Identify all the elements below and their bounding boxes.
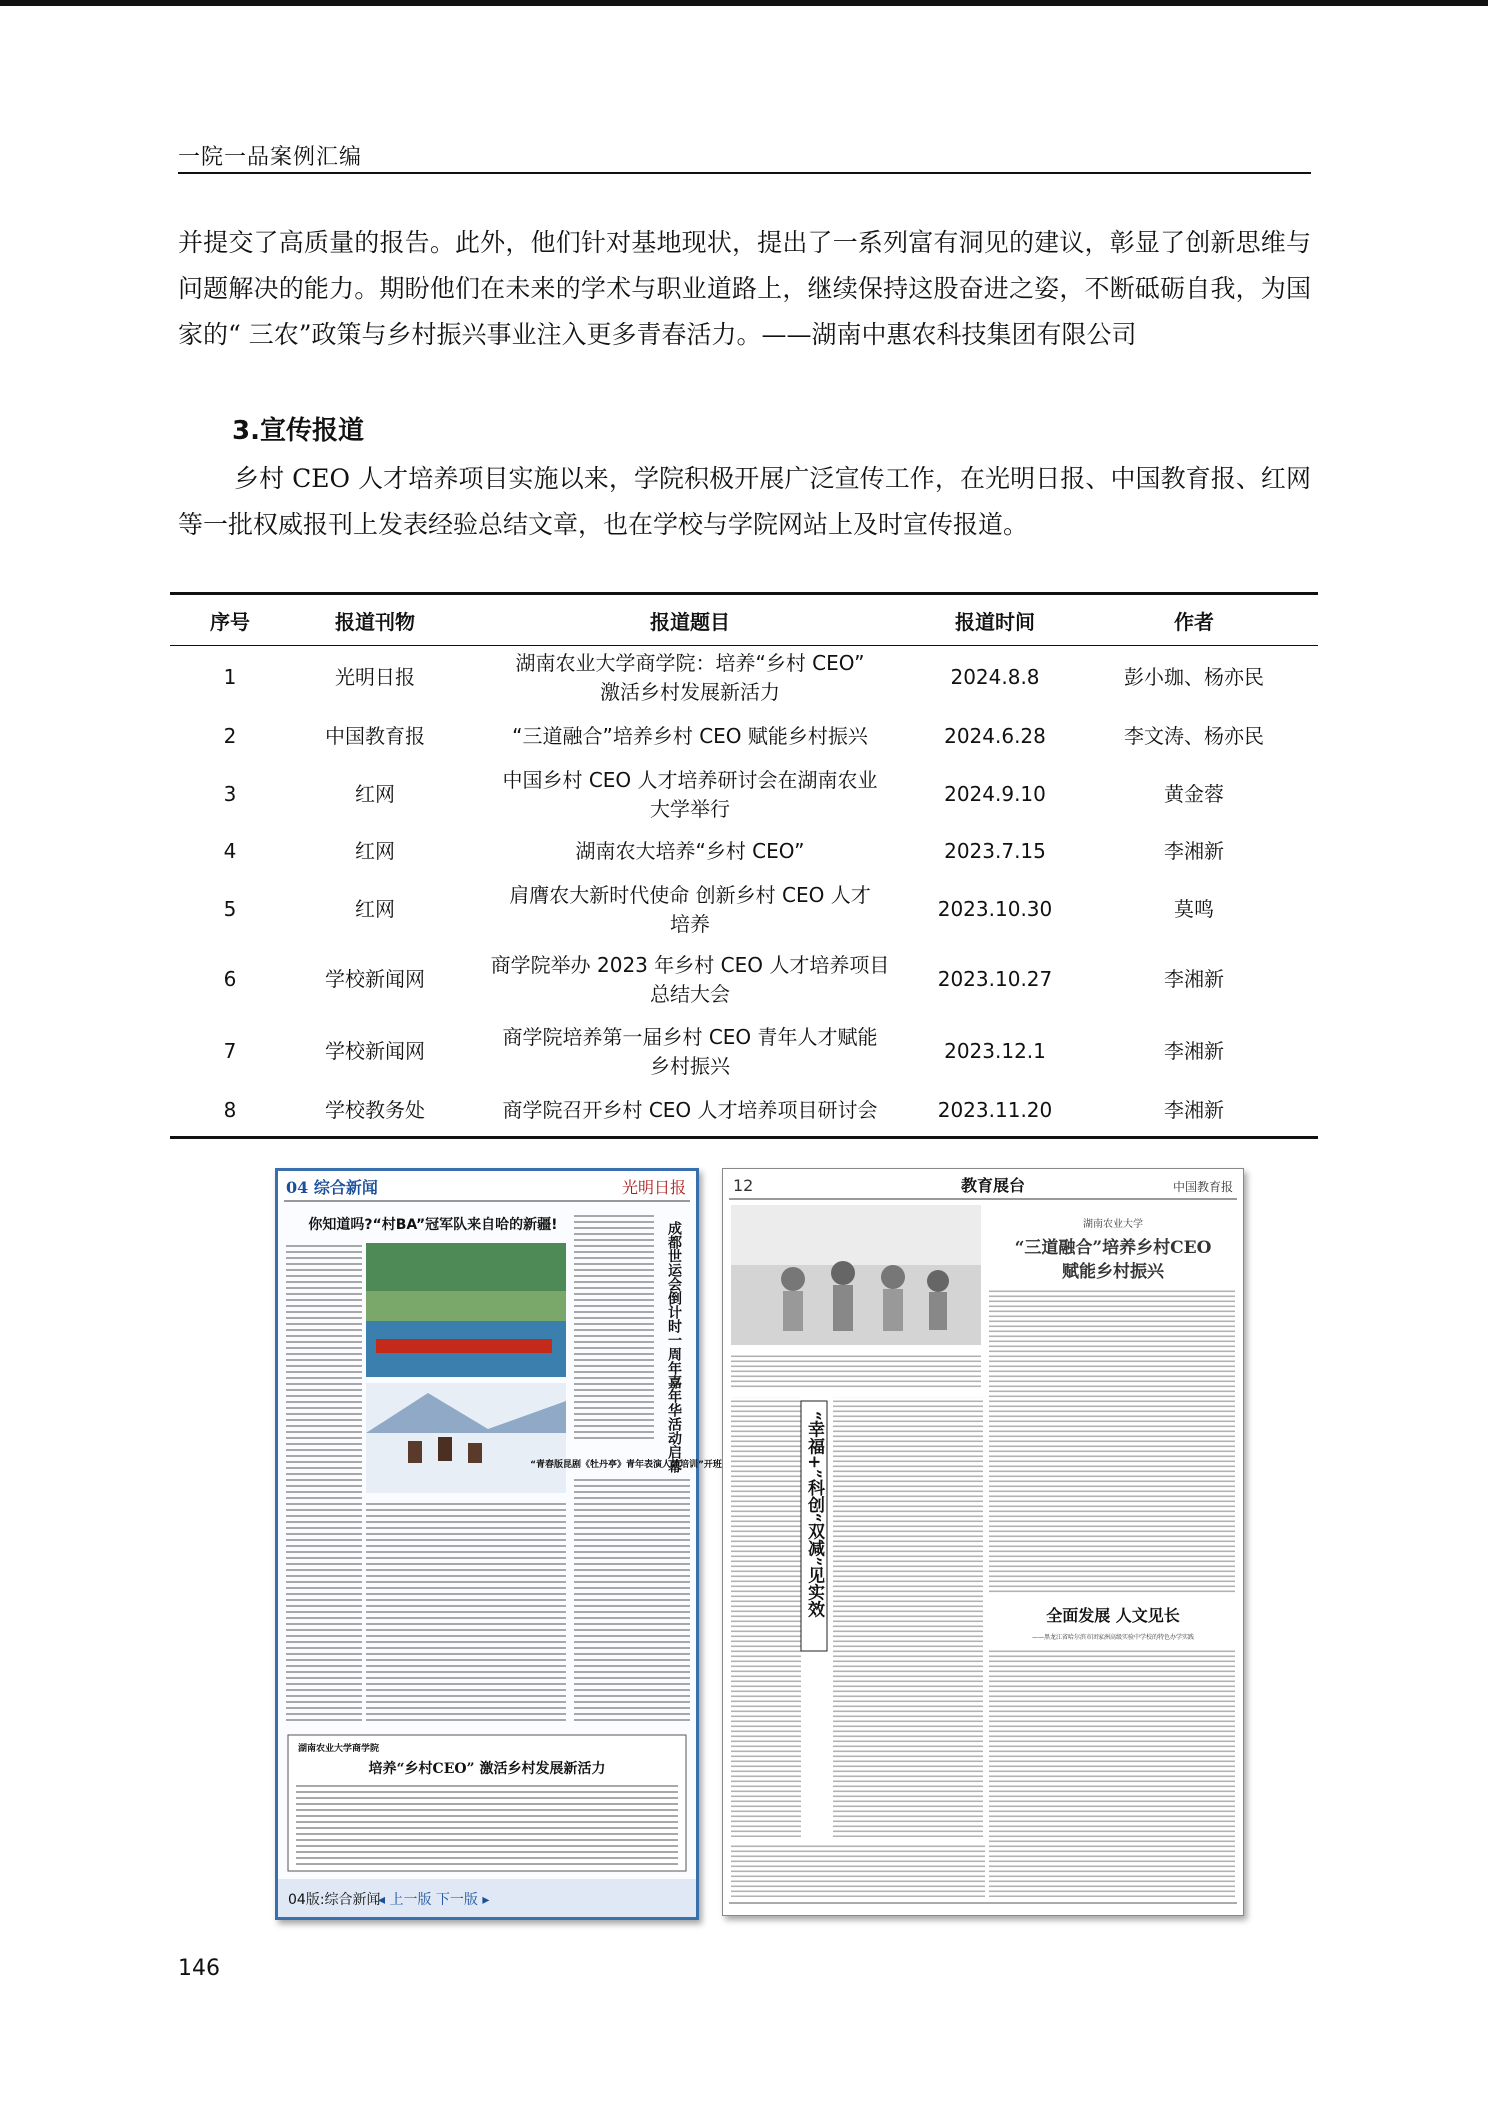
cell-outlet: 学校新闻网 xyxy=(325,1039,425,1063)
cell-outlet: 学校教务处 xyxy=(290,1086,460,1138)
title-line: 乡村振兴 xyxy=(650,1053,730,1078)
cell-author: 黄金蓉 xyxy=(1164,782,1224,806)
title-line: 大学举行 xyxy=(650,796,730,821)
cell-no: 2 xyxy=(223,724,237,748)
cell-outlet: 红网 xyxy=(355,782,395,806)
cell-date: 2024.6.28 xyxy=(944,724,1046,748)
header-no: 序号 xyxy=(170,594,290,646)
title-line: 商学院举办 2023 年乡村 CEO 人才培养项目 xyxy=(490,952,890,977)
table-row xyxy=(170,942,1318,1018)
title-line: 商学院培养第一届乡村 CEO 青年人才赋能 xyxy=(502,1024,878,1049)
newspaper-china-education-art xyxy=(723,1169,1243,1915)
cell-title xyxy=(460,646,920,710)
cell-date: 2023.10.27 xyxy=(937,967,1053,991)
np2-lower-headline: 全面发展 人文见长 xyxy=(1046,1606,1180,1625)
cell-no: 4 xyxy=(223,839,237,863)
np1-mid-headline: “青春版昆剧《牡丹亭》青年表演人才培训”开班 xyxy=(530,1460,722,1470)
cell-date: 2023.10.30 xyxy=(937,897,1053,921)
np1-photo-horses xyxy=(366,1383,566,1493)
np2-kicker: 湖南农业大学 xyxy=(1083,1219,1143,1230)
cell-no: 1 xyxy=(223,665,237,690)
cell-date: 2024.9.10 xyxy=(944,782,1046,806)
cell-date: 2023.11.20 xyxy=(920,1086,1070,1138)
title-line: 湖南农业大学商学院：培养“乡村 CEO” xyxy=(515,650,865,675)
cell-date: 2023.7.15 xyxy=(944,839,1046,863)
cell-outlet: 红网 xyxy=(355,897,395,921)
title-line: 培养 xyxy=(670,911,710,936)
np2-lower-sub: ——黑龙江省哈尔滨市团家洲高级实验中学校的特色办学实践 xyxy=(1031,1634,1195,1641)
cell-author: 李湘新 xyxy=(1164,967,1224,991)
cell-author: 李湘新 xyxy=(1164,1039,1224,1063)
paragraph-1: 并提交了高质量的报告。此外，他们针对基地现状，提出了一系列富有洞见的建议，彰显了创新思维与问题解决的能力。期盼他们在未来的学术与职业道路上，继续保持这股奋进之姿，不断砥砺自我，为国家的“ 三农”政策与乡村振兴事业注入更多青春活力。——湖南中惠农科技集团有限公司 xyxy=(178,228,1311,349)
table-row xyxy=(170,878,1318,942)
title-line: 激活乡村发展新活力 xyxy=(600,679,780,704)
table-row xyxy=(170,710,1318,764)
cell-date: 2023.12.1 xyxy=(944,1039,1046,1063)
page-number: 146 xyxy=(178,1956,220,1981)
np1-feature-label: 湖南农业大学商学院 xyxy=(298,1744,380,1754)
np2-section: 教育展台 xyxy=(960,1176,1026,1195)
np1-section-label: 04 综合新闻 xyxy=(286,1178,378,1197)
cell-outlet: 学校新闻网 xyxy=(325,967,425,991)
running-header: 一院一品案例汇编 xyxy=(178,145,363,170)
section-heading: 3.宣传报道 xyxy=(232,416,364,446)
title-line: 商学院召开乡村 CEO 人才培养项目研讨会 xyxy=(502,1098,878,1123)
np1-footer: 04版:综合新闻 xyxy=(288,1892,381,1908)
cell-title xyxy=(460,1018,920,1086)
cell-no: 8 xyxy=(170,1086,290,1138)
header-author: 作者 xyxy=(1070,594,1318,646)
cell-outlet: 光明日报 xyxy=(335,665,415,690)
cell-outlet: 中国教育报 xyxy=(325,724,425,748)
newspaper-guangming xyxy=(275,1168,722,1920)
np1-headline: 你知道吗?“村BA”冠军队来自哈的新疆! xyxy=(308,1217,558,1233)
table-row xyxy=(170,646,1318,710)
cell-outlet: 红网 xyxy=(355,839,395,863)
header-date: 报道时间 xyxy=(920,594,1070,646)
np2-vertical-headline: “幸福+”科创“双减”见实效 xyxy=(804,1411,824,1618)
paragraph-2: 乡村 CEO 人才培养项目实施以来，学院积极开展广泛宣传工作，在光明日报、中国教育报、红网等一批权威报刊上发表经验总结文章，也在学校与学院网站上及时宣传报道。 xyxy=(178,464,1311,539)
cell-author: 李湘新 xyxy=(1070,1086,1318,1138)
cell-date: 2024.8.8 xyxy=(950,665,1040,690)
title-line: 总结大会 xyxy=(650,981,730,1006)
np1-left-column-text xyxy=(286,1243,362,1723)
newspaper-china-education xyxy=(722,1168,1244,1916)
cell-title xyxy=(460,942,920,1018)
np1-feature-headline: 培养“乡村CEO” 激活乡村发展新活力 xyxy=(368,1761,606,1777)
np2-masthead: 中国教育报 xyxy=(1172,1180,1233,1194)
table-row xyxy=(170,764,1318,826)
title-line: 湖南农大培养“乡村 CEO” xyxy=(575,839,805,863)
np2-page-no: 12 xyxy=(733,1176,754,1195)
cell-no: 7 xyxy=(223,1039,237,1063)
table-header-row xyxy=(170,594,1318,646)
table-row xyxy=(170,1086,1318,1138)
cell-title xyxy=(460,826,920,878)
cell-author: 彭小珈、杨亦民 xyxy=(1124,665,1264,690)
title-line: 中国乡村 CEO 人才培养研讨会在湖南农业 xyxy=(502,767,878,792)
cell-title xyxy=(460,710,920,764)
np1-masthead: 光明日报 xyxy=(621,1178,686,1197)
header-outlet: 报道刊物 xyxy=(290,594,460,646)
cell-title xyxy=(460,1086,920,1138)
top-rule xyxy=(0,0,1488,6)
cell-author: 李文涛、杨亦民 xyxy=(1124,724,1264,748)
np1-nav[interactable]: ◂ 上一版 下一版 ▸ xyxy=(378,1892,490,1908)
cell-title xyxy=(460,878,920,942)
newspaper-guangming-art xyxy=(278,1171,722,1917)
cell-no: 3 xyxy=(223,782,237,806)
np1-side-headline: 成都世运会倒计时一周年嘉年华活动启幕 xyxy=(666,1221,682,1473)
np2-headline-line2: 赋能乡村振兴 xyxy=(1062,1262,1164,1282)
title-line: 肩膺农大新时代使命 创新乡村 CEO 人才 xyxy=(509,882,871,907)
table-row xyxy=(170,826,1318,878)
table-row xyxy=(170,1018,1318,1086)
header-rule xyxy=(178,172,1311,174)
cell-no: 6 xyxy=(223,967,237,991)
cell-author: 莫鸣 xyxy=(1174,897,1214,921)
title-line: “三道融合”培养乡村 CEO 赋能乡村振兴 xyxy=(512,724,868,748)
header-title: 报道题目 xyxy=(460,594,920,646)
cell-title xyxy=(460,764,920,826)
cell-no: 5 xyxy=(223,897,237,921)
np2-headline-line1: “三道融合”培养乡村CEO xyxy=(1014,1238,1212,1258)
report-table xyxy=(170,592,1318,1139)
cell-author: 李湘新 xyxy=(1164,839,1224,863)
